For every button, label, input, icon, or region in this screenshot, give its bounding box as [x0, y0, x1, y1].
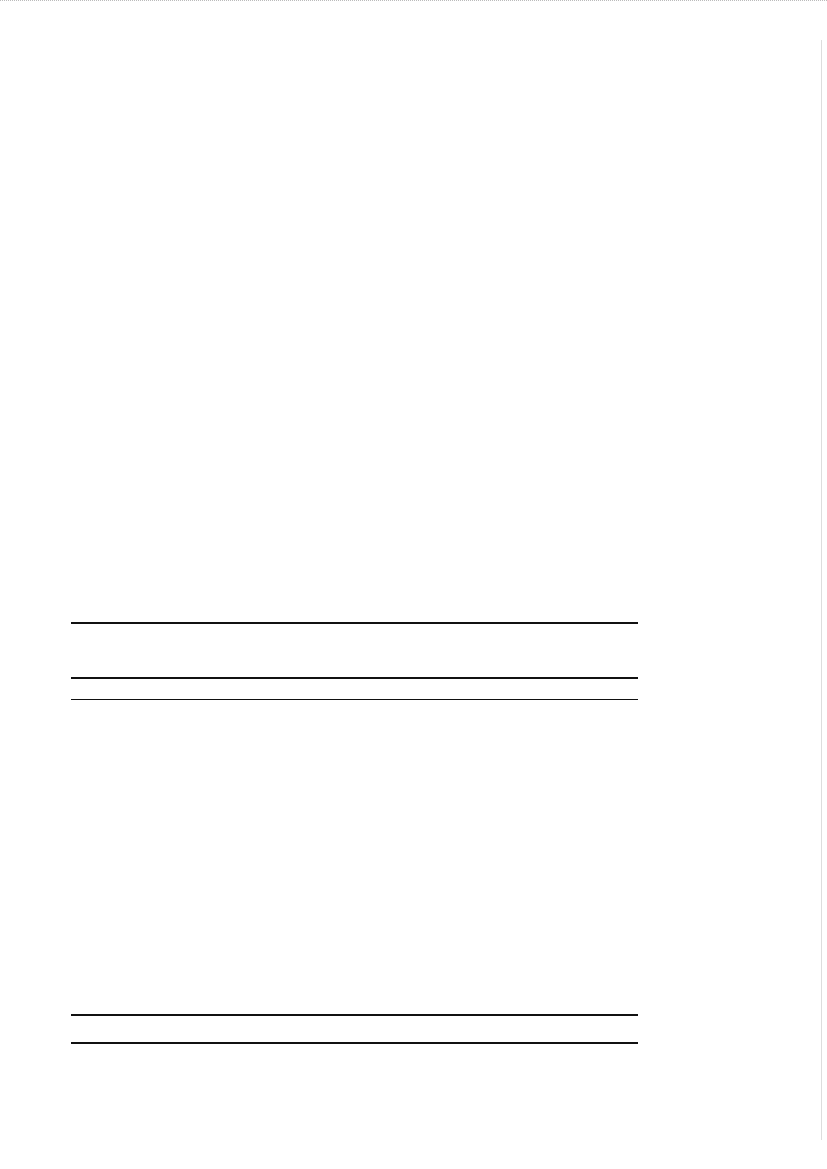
table-rule-total-top: [71, 1014, 638, 1016]
table-rule-bottom: [71, 1042, 638, 1044]
table-rule-top: [71, 622, 638, 624]
table-rule-revenue: [71, 699, 638, 700]
scan-edge-right: [821, 40, 822, 1140]
scan-edge-top: [0, 0, 827, 5]
table-rule-header: [71, 677, 638, 679]
barcode-icon: [656, 1108, 790, 1138]
